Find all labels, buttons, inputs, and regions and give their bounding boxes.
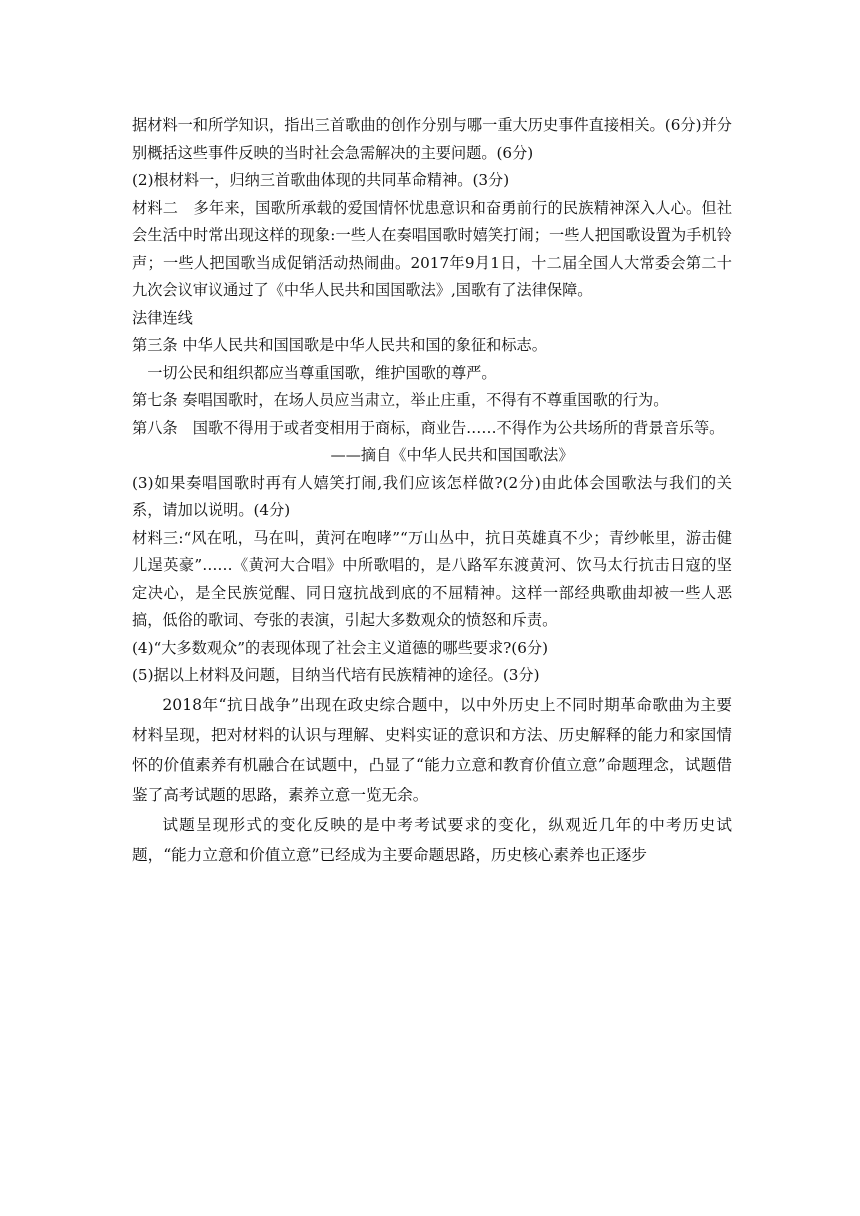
article-7-text: 第七条 奏唱国歌时，在场人员应当肃立，举止庄重，不得有不尊重国歌的行为。 [132,391,669,409]
analysis-paragraph-1: 2018年“抗日战争”出现在政史综合题中，以中外历史上不同时期革命歌曲为主要材料呈现，把对材料的认识与理解、史料实证的意识和方法、历史解释的能力和家国情怀的价值素养有机融合在试题中，凸显了“能力立意和教育价值立意”命题理念，试题借鉴了高考试题的思路，素养立意一览无余。 [132,695,732,804]
material-2-text: 材料二 多年来，国歌所承载的爱国情怀忧患意识和奋勇前行的民族精神深入人心。但社会生活中时常出现这样的现象:一些人在奏唱国歌时嬉笑打闹；一些人把国歌设置为手机铃声；一些人把国歌当成促销活动热闹曲。2017年9月1日，十二届全国人大常委会第二十九次会议审议通过了《中华人民共和国国歌法》,国歌有了法律保障。 [132,198,732,299]
question-4-text: (4)“大多数观众”的表现体现了社会主义道德的哪些要求?(6分) [132,638,549,657]
analysis-paragraph-2: 试题呈现形式的变化反映的是中考考试要求的变化，纵观近几年的中考历史试题，“能力立意和价值立意”已经成为主要命题思路，历史核心素养也正逐步 [132,815,732,864]
law-citation: ——摘自《中华人民共和国国歌法》 [330,446,574,464]
question-2-text: (2)根材料一，归纳三首歌曲体现的共同革命精神。(3分) [132,171,510,189]
law-link-heading: 法律连线 [132,308,193,327]
document-body [132,112,732,870]
material-3-text: 材料三:“风在吼，马在叫，黄河在咆哮”“万山丛中，抗日英雄真不少；青纱帐里，游击健儿逞英豪”……《黄河大合唱》中所歌唱的，是八路军东渡黄河、饮马太行抗击日寇的坚定决心，是全民族觉醒、同日寇抗战到底的不屈精神。这样一部经典歌曲却被一些人恶搞，低俗的歌词、夸张的表演，引起大多数观众的愤怒和斥责。 [132,528,732,629]
article-3-text: 第三条 中华人民共和国国歌是中华人民共和国的象征和标志。 [132,336,547,354]
article-3-continued: 一切公民和组织都应当尊重国歌，维护国歌的尊严。 [147,363,497,382]
question-1-text: 据材料一和所学知识，指出三首歌曲的创作分别与哪一重大历史事件直接相关。(6分)并分别概括这些事件反映的当时社会急需解决的主要问题。(6分) [132,116,732,162]
article-8-text: 第八条 国歌不得用于或者变相用于商标，商业告……不得作为公共场所的背景音乐等。 [132,418,725,437]
question-5-text: (5)据以上材料及问题，目纳当代培有民族精神的途径。(3分) [132,666,540,684]
question-3-text: (3)如果奏唱国歌时再有人嬉笑打闹,我们应该怎样做?(2分)由此体会国歌法与我们的关系，请加以说明。(4分) [132,473,732,519]
